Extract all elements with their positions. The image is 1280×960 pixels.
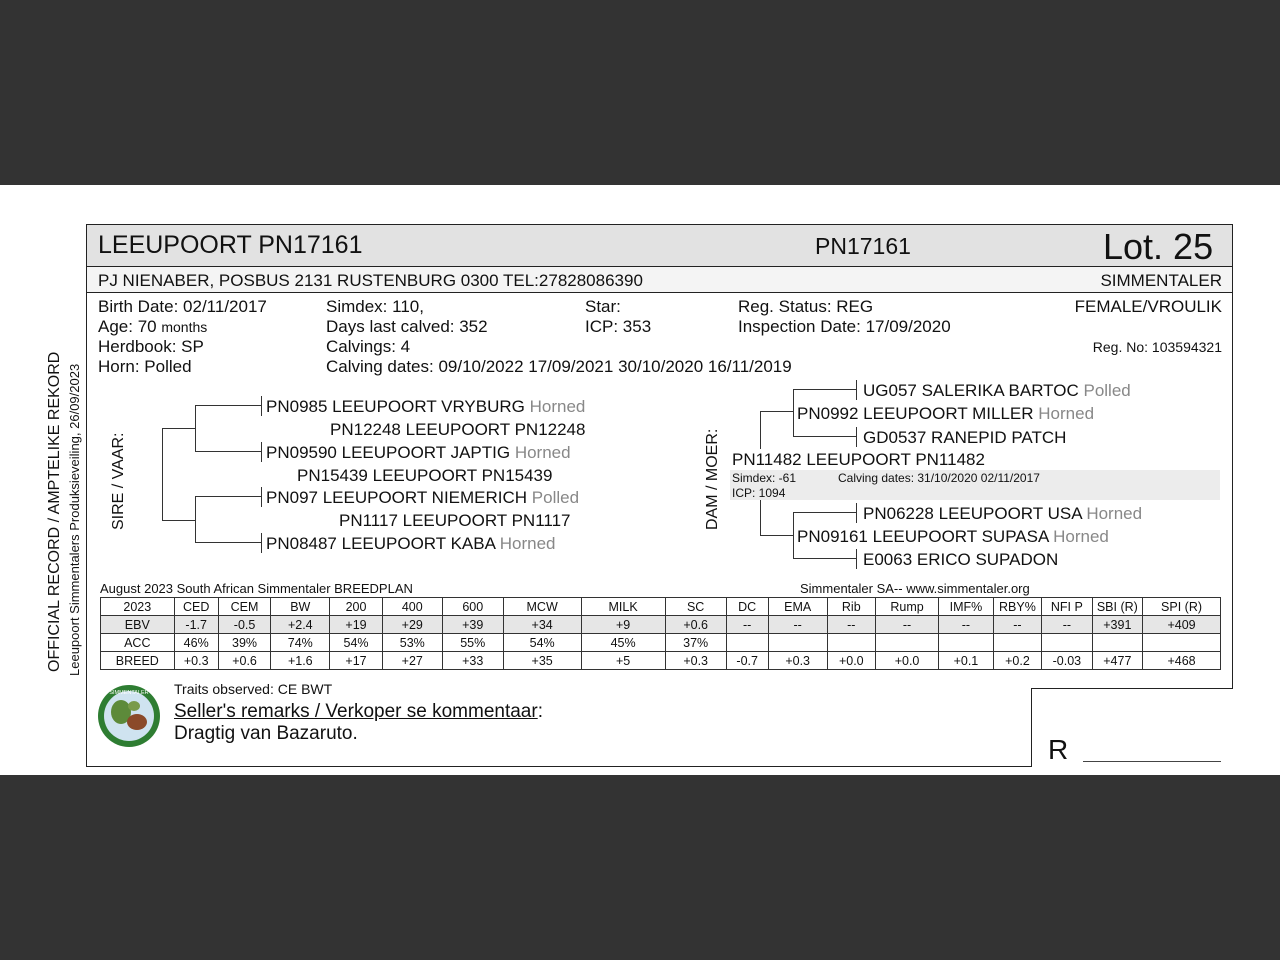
- breedplan-cell: [827, 634, 875, 652]
- sire-label: SIRE / VAAR:: [110, 432, 127, 530]
- breedplan-cell: [993, 634, 1041, 652]
- breedplan-cell: +35: [503, 652, 581, 670]
- breedplan-row: [101, 616, 1221, 634]
- breedplan-cell: 45%: [581, 634, 665, 652]
- breedplan-cell: 54%: [330, 634, 383, 652]
- breedplan-header-row: [101, 598, 1221, 616]
- horn-status: Horn: Polled: [98, 357, 192, 376]
- breedplan-row: [101, 652, 1221, 670]
- breedplan-cell: ACC: [101, 634, 175, 652]
- breedplan-cell: CEM: [218, 598, 271, 616]
- breedplan-website: Simmentaler SA-- www.simmentaler.org: [800, 581, 1030, 596]
- breedplan-cell: +2.4: [271, 616, 330, 634]
- sire: PN15439 LEEUPOORT PN15439: [297, 466, 553, 485]
- age: Age: 70 months: [98, 317, 208, 336]
- breedplan-cell: SPI (R): [1143, 598, 1221, 616]
- official-record-label: OFFICIAL RECORD / AMPTELIKE REKORD: [46, 351, 63, 672]
- breedplan-cell: 74%: [271, 634, 330, 652]
- logo-text: SIMMENTALER: [109, 690, 149, 696]
- calvings: Calvings: 4: [326, 337, 411, 356]
- calving-dates: Calving dates: 09/10/2022 17/09/2021 30/10/2020 16/11/2019: [326, 357, 792, 376]
- breedplan-cell: NFI P: [1042, 598, 1092, 616]
- dam-dam: PN09161 LEEUPOORT SUPASA Horned: [797, 527, 1109, 546]
- breedplan-cell: +17: [330, 652, 383, 670]
- dam-icp: ICP: 1094: [732, 486, 786, 500]
- breedplan-cell: +0.0: [827, 652, 875, 670]
- breedplan-cell: +5: [581, 652, 665, 670]
- dam: PN11482 LEEUPOORT PN11482: [732, 450, 985, 469]
- inspection-date: Inspection Date: 17/09/2020: [738, 317, 951, 336]
- breedplan-cell: MCW: [503, 598, 581, 616]
- sire-dam-dam: PN08487 LEEUPOORT KABA Horned: [266, 534, 556, 553]
- breedplan-cell: +0.1: [939, 652, 994, 670]
- breedplan-cell: [1143, 634, 1221, 652]
- breedplan-cell: +0.3: [174, 652, 218, 670]
- breedplan-cell: 2023: [101, 598, 175, 616]
- breedplan-cell: +0.6: [218, 652, 271, 670]
- breedplan-table: [100, 597, 1221, 670]
- sire-sire: PN12248 LEEUPOORT PN12248: [330, 420, 586, 439]
- breedplan-cell: +34: [503, 616, 581, 634]
- breedplan-cell: -1.7: [174, 616, 218, 634]
- breedplan-cell: --: [827, 616, 875, 634]
- dam-sire-sire: UG057 SALERIKA BARTOC Polled: [863, 381, 1131, 400]
- breedplan-cell: [939, 634, 994, 652]
- sire-dam-sire: PN097 LEEUPOORT NIEMERICH Polled: [266, 488, 580, 507]
- sex: FEMALE/VROULIK: [1074, 297, 1222, 316]
- breedplan-cell: BW: [271, 598, 330, 616]
- breedplan-cell: --: [768, 616, 827, 634]
- breedplan-cell: EMA: [768, 598, 827, 616]
- breedplan-cell: +0.0: [875, 652, 938, 670]
- breedplan-cell: 200: [330, 598, 383, 616]
- birth-date: Birth Date: 02/11/2017: [98, 297, 267, 316]
- breedplan-cell: +19: [330, 616, 383, 634]
- breedplan-cell: --: [726, 616, 768, 634]
- days-last-calved: Days last calved: 352: [326, 317, 488, 336]
- reg-status: Reg. Status: REG: [738, 297, 874, 316]
- sire-sire-sire: PN0985 LEEUPOORT VRYBURG Horned: [266, 397, 586, 416]
- breedplan-cell: Rump: [875, 598, 938, 616]
- breedplan-cell: -0.03: [1042, 652, 1092, 670]
- breedplan-cell: SBI (R): [1092, 598, 1142, 616]
- dam-label: DAM / MOER:: [704, 428, 721, 530]
- dam-simdex: Simdex: -61: [732, 471, 797, 485]
- lot-number: Lot. 25: [1103, 226, 1214, 267]
- breedplan-cell: -0.7: [726, 652, 768, 670]
- herdbook: Herdbook: SP: [98, 337, 204, 356]
- dam-sire: PN0992 LEEUPOORT MILLER Horned: [797, 404, 1095, 423]
- icp: ICP: 353: [585, 317, 652, 336]
- breedplan-cell: +33: [442, 652, 503, 670]
- animal-name: LEEUPOORT PN17161: [98, 231, 363, 259]
- price-line: [1083, 761, 1221, 762]
- breedplan-cell: --: [1042, 616, 1092, 634]
- breedplan-cell: -0.5: [218, 616, 271, 634]
- breedplan-cell: +409: [1143, 616, 1221, 634]
- sale-name-label: Leeupoort Simmentalers Produksieveiling, 26/09/2023: [67, 363, 82, 676]
- reg-number: Reg. No: 103594321: [1092, 339, 1222, 355]
- breedplan-cell: 37%: [665, 634, 726, 652]
- breedplan-cell: --: [939, 616, 994, 634]
- owner-address: PJ NIENABER, POSBUS 2131 RUSTENBURG 0300 TEL:27828086390: [98, 271, 643, 290]
- breedplan-cell: +29: [382, 616, 442, 634]
- breedplan-cell: RBY%: [993, 598, 1041, 616]
- breedplan-cell: --: [875, 616, 938, 634]
- breedplan-cell: IMF%: [939, 598, 994, 616]
- breedplan-cell: CED: [174, 598, 218, 616]
- breedplan-cell: Rib: [827, 598, 875, 616]
- breedplan-cell: 46%: [174, 634, 218, 652]
- breedplan-cell: [768, 634, 827, 652]
- traits-observed: Traits observed: CE BWT: [174, 681, 333, 697]
- seller-remarks: Dragtig van Bazaruto.: [174, 723, 358, 744]
- animal-id: PN17161: [815, 233, 911, 259]
- breedplan-cell: SC: [665, 598, 726, 616]
- breedplan-cell: +39: [442, 616, 503, 634]
- dam-dam-sire: PN06228 LEEUPOORT USA Horned: [863, 504, 1143, 523]
- breedplan-cell: 400: [382, 598, 442, 616]
- breed-label: SIMMENTALER: [1100, 271, 1222, 290]
- breedplan-cell: DC: [726, 598, 768, 616]
- breedplan-cell: --: [993, 616, 1041, 634]
- breedplan-cell: +1.6: [271, 652, 330, 670]
- breedplan-cell: [726, 634, 768, 652]
- breedplan-cell: [875, 634, 938, 652]
- price-label: R: [1048, 734, 1069, 765]
- breedplan-cell: +391: [1092, 616, 1142, 634]
- breedplan-cell: MILK: [581, 598, 665, 616]
- sire-dam: PN1117 LEEUPOORT PN1117: [339, 511, 571, 530]
- breedplan-cell: +0.6: [665, 616, 726, 634]
- breedplan-row: [101, 634, 1221, 652]
- breedplan-cell: +0.3: [768, 652, 827, 670]
- simmentaler-logo-icon: [97, 684, 161, 748]
- dam-dam-dam: E0063 ERICO SUPADON: [863, 550, 1059, 569]
- breedplan-cell: 39%: [218, 634, 271, 652]
- breedplan-cell: +27: [382, 652, 442, 670]
- breedplan-cell: 55%: [442, 634, 503, 652]
- star: Star:: [585, 297, 621, 316]
- breedplan-cell: BREED: [101, 652, 175, 670]
- breedplan-cell: 53%: [382, 634, 442, 652]
- breedplan-cell: [1042, 634, 1092, 652]
- breedplan-cell: 600: [442, 598, 503, 616]
- simdex: Simdex: 110,: [326, 297, 424, 316]
- breedplan-cell: [1092, 634, 1142, 652]
- dam-sire-dam: GD0537 RANEPID PATCH: [863, 428, 1067, 447]
- breedplan-cell: EBV: [101, 616, 175, 634]
- remarks-title: Seller's remarks / Verkoper se kommentaar:: [174, 701, 543, 722]
- dam-calving-dates: Calving dates: 31/10/2020 02/11/2017: [838, 471, 1040, 485]
- breedplan-cell: +477: [1092, 652, 1142, 670]
- breedplan-cell: +0.2: [993, 652, 1041, 670]
- sire-sire-dam: PN09590 LEEUPOORT JAPTIG Horned: [266, 443, 571, 462]
- breedplan-cell: +9: [581, 616, 665, 634]
- breedplan-cell: 54%: [503, 634, 581, 652]
- breedplan-cell: +0.3: [665, 652, 726, 670]
- breedplan-cell: +468: [1143, 652, 1221, 670]
- breedplan-caption: August 2023 South African Simmentaler BREEDPLAN: [100, 581, 413, 596]
